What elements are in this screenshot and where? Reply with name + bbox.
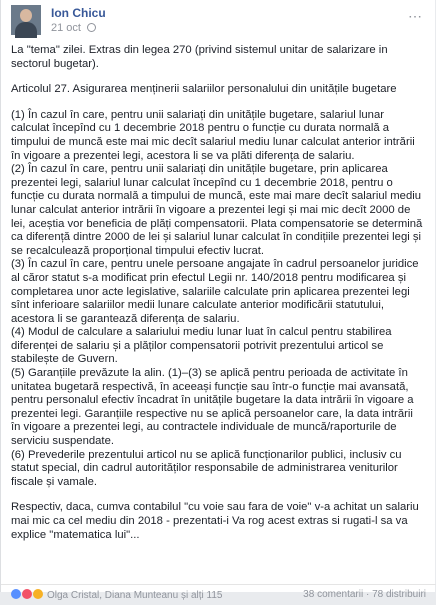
post-meta xyxy=(51,22,96,34)
article-heading: Articolul 27. Asigurarea menținerii salariilor personalului din unitățile bugetare xyxy=(11,83,397,96)
post-header xyxy=(1,0,435,40)
paragraph-4: (4) Modul de calculare a salariului mediu lunar luat în calcul pentru stabilirea diferenței de salariu și a plăților compensatorii potrivit prezentului articol se stabilește de Guvern. xyxy=(11,326,392,366)
post-text xyxy=(11,44,423,554)
avatar-body-shape xyxy=(15,22,37,38)
globe-icon xyxy=(87,23,96,32)
paragraph-2: (2) În cazul în care, pentru unii salariați din unitățile bugetare, prin aplicarea prezentei legi, salariul lunar calculat începînd cu 1 decembrie 2018, pentru o funcție cu durata normală a timpului de muncă, este mai mare decît salariul mediu lunar calculat anterior intrării în vigoare a prezentei legi și mai mic decît 2000 de lei, aceștia vor beneficia de plăți compensatorii. Plata compensatorie se determină ca diferență dintre 2000 de lei și salariul lunar calculat în condițiile prezentei legi și se recalculează proporțional timpului efectiv lucrat. xyxy=(11,163,423,257)
reactions-summary[interactable] xyxy=(11,589,222,601)
like-reaction-icon xyxy=(11,589,21,599)
paragraph-1: (1) În cazul în care, pentru unii salariați din unitățile bugetare, salariul lunar calculat începînd cu 1 decembrie 2018 pentru o funcție cu durata normală a timpului de muncă este mai mic decît salariul mediu lunar calculat anterior intrării în vigoare a prezentei legi, acestora li se va plăti diferența de salariu. xyxy=(11,108,415,162)
more-options-icon[interactable]: ⋯ xyxy=(408,8,423,24)
reactions-names: Olga Cristal, Diana Munteanu și alți 115 xyxy=(47,590,223,601)
post-footer xyxy=(1,584,436,605)
post-time[interactable]: 21 oct xyxy=(51,22,81,34)
love-reaction-icon xyxy=(22,589,32,599)
comments-shares-count[interactable]: 38 comentarii · 78 distribuiri xyxy=(303,589,426,600)
closing-paragraph: Respectiv, daca, cumva contabilul "cu voie sau fara de voie" v-a achitat un salariu mai mic ca cel mediu din 2018 - prezentati-i Va rog acest extras si rugati-l sa va explice "matematica lui"... xyxy=(11,501,419,541)
avatar-head-shape xyxy=(20,9,32,22)
intro-paragraph: La "tema" zilei. Extras din legea 270 (privind sistemul unitar de salarizare in sectorul bugetar). xyxy=(11,44,388,70)
author-name[interactable]: Ion Chicu xyxy=(51,6,106,20)
haha-reaction-icon xyxy=(33,589,43,599)
paragraph-5: (5) Garanțiile prevăzute la alin. (1)–(3) se aplică pentru perioada de activitate în unitatea bugetară respectivă, în aceeași funcție sau într-o funcție mai avansată, pentru personalul efectiv încadrat în unitățile bugetare la data intrării în vigoare a prezentei legi. Garanțiile respective nu se aplică persoanelor care, la data intrării în vigoare a prezentei legi, au contractele individuale de muncă/raporturile de serviciu suspendate. xyxy=(11,367,414,448)
paragraph-3: (3) În cazul în care, pentru unele persoane angajate în cadrul persoanelor juridice al căror statut s-a modificat prin efectul Legii nr. 140/2018 pentru modificarea și completarea unor acte legislative, salariile calculate prin aplicarea prezentei legi sînt inferioare salariilor medii lunare calculate anterior modificării statutului, acestora li se garantează diferența de salariu. xyxy=(11,258,419,325)
author-avatar[interactable] xyxy=(11,5,41,35)
paragraph-6: (6) Prevederile prezentului articol nu se aplică funcționarilor publici, inclusiv cu statut special, din cadrul autorităților responsabile de administrarea veniturilor fiscale și vamale. xyxy=(11,448,402,488)
